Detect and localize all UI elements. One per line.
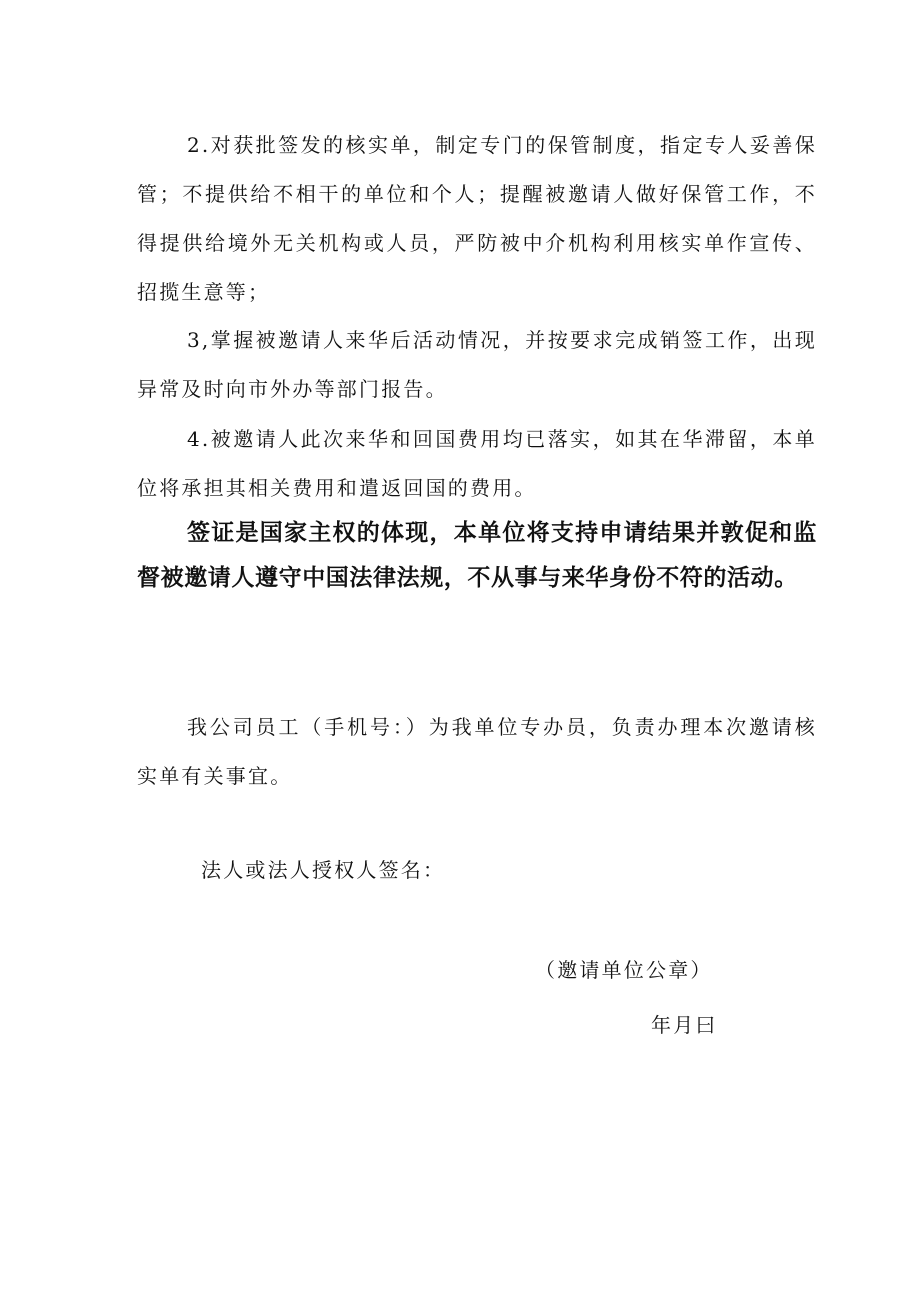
date-label: 年月曰 [651,1013,718,1037]
staff-designation: 我公司员工（手机号：）为我单位专办员，负责办理本次邀请核实单有关事宜。 [137,715,817,788]
seal-label: （邀请单位公章） [535,958,713,982]
clause-4-expenses: 4.被邀请人此次来华和回国费用均已落实，如其在华滞留，本单位将承担其相关费用和遣返回国的费用。 [137,427,817,500]
signature-label: 法人或法人授权人签名： [201,858,446,882]
clause-3-activity-report: 3,掌握被邀请人来华后活动情况，并按要求完成销签工作，出现异常及时向市外办等部门报告。 [137,328,817,401]
clause-2-custody: 2.对获批签发的核实单，制定专门的保管制度，指定专人妥善保管；不提供给不相干的单位和个人；提醒被邀请人做好保管工作，不得提供给境外无关机构或人员，严防被中介机构利用核实单作宣传、招揽生意等； [137,133,817,304]
sovereignty-statement: 签证是国家主权的体现，本单位将支持申请结果并敦促和监督被邀请人遵守中国法律法规，不从事与来华身份不符的活动。 [137,520,817,591]
